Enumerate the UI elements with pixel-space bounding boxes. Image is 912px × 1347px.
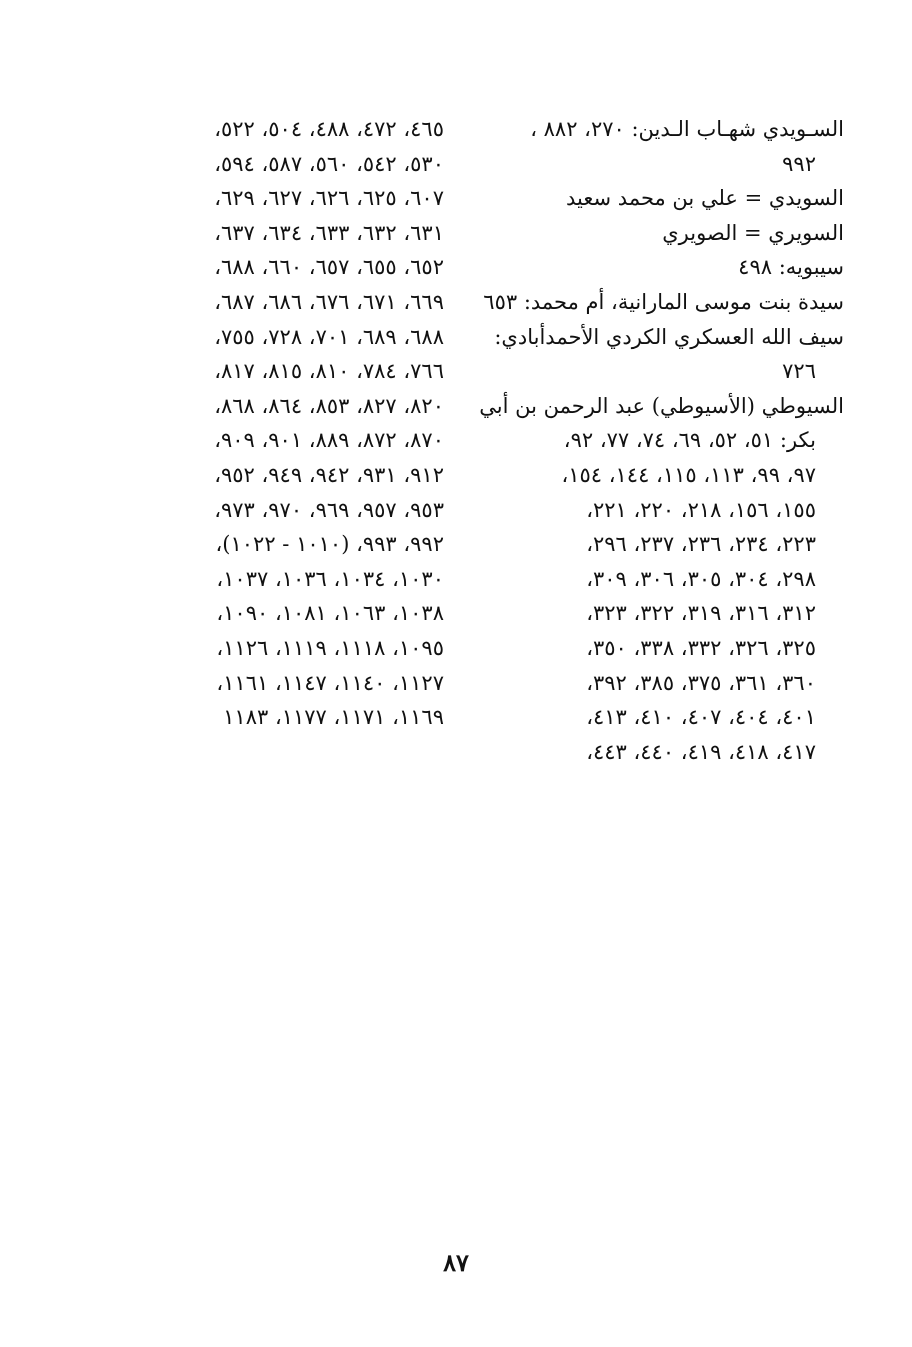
page-ref-line: ٦٣١، ٦٣٢، ٦٣٣، ٦٣٤، ٦٣٧،: [214, 220, 444, 245]
page-ref-line: ١٠٩٥، ١١١٨، ١١١٩، ١١٢٦،: [216, 635, 444, 660]
index-line: ٣٦٠، ٣٦١، ٣٧٥، ٣٨٥، ٣٩٢،: [586, 670, 816, 695]
index-line: سيف الله العسكري الكردي الأحمدأبادي:: [494, 324, 844, 349]
page-ref-line: ٥٣٠، ٥٤٢، ٥٦٠، ٥٨٧، ٥٩٤،: [214, 151, 444, 176]
index-line: السـويدي شهـاب الـدين: ٢٧٠، ٨٨٢ ،: [530, 117, 844, 141]
page-ref-line: ١١٢٧، ١١٤٠، ١١٤٧، ١١٦١،: [216, 670, 444, 695]
left-index-column: [99, 112, 444, 735]
page-ref-line: ٧٦٦، ٧٨٤، ٨١٠، ٨١٥، ٨١٧،: [214, 359, 444, 384]
index-line: السويري = الصويري: [662, 220, 844, 245]
page-ref-line: ٤٦٥، ٤٧٢، ٤٨٨، ٥٠٤، ٥٢٢،: [214, 117, 444, 141]
index-line: ٤١٧، ٤١٨، ٤١٩، ٤٤٠، ٤٤٣،: [586, 739, 816, 764]
page-number: ٨٧: [443, 1248, 469, 1277]
page-ref-line: ٦٥٢، ٦٥٥، ٦٥٧، ٦٦٠، ٦٨٨،: [214, 255, 444, 280]
index-line: ٢٩٨، ٣٠٤، ٣٠٥، ٣٠٦، ٣٠٩،: [586, 566, 816, 591]
page-ref-line: ١٠٣٨، ١٠٦٣، ١٠٨١، ١٠٩٠،: [216, 601, 444, 626]
index-line: ٢٢٣، ٢٣٤، ٢٣٦، ٢٣٧، ٢٩٦،: [586, 532, 816, 557]
index-line: ٣١٢، ٣١٦، ٣١٩، ٣٢٢، ٣٢٣،: [586, 601, 816, 626]
index-line: سيبويه: ٤٩٨: [738, 255, 844, 280]
page-ref-line: ١٠٣٠، ١٠٣٤، ١٠٣٦، ١٠٣٧،: [216, 566, 444, 591]
index-line: ١٥٥، ١٥٦، ٢١٨، ٢٢٠، ٢٢١،: [586, 497, 816, 522]
page-ref-line: ٨٧٠، ٨٧٢، ٨٨٩، ٩٠١، ٩٠٩،: [214, 428, 444, 453]
index-line: بكر: ٥١، ٥٢، ٦٩، ٧٤، ٧٧، ٩٢،: [563, 428, 816, 453]
page-ref-line: ٦٠٧، ٦٢٥، ٦٢٦، ٦٢٧، ٦٢٩،: [214, 186, 444, 211]
page-ref-line: ٦٦٩، ٦٧١، ٦٧٦، ٦٨٦، ٦٨٧،: [214, 289, 444, 314]
page-ref-line: ٦٨٨، ٦٨٩، ٧٠١، ٧٢٨، ٧٥٥،: [214, 324, 444, 349]
index-line: سيدة بنت موسى المارانية، أم محمد: ٦٥٣: [483, 289, 844, 314]
page-ref-line: ٩١٢، ٩٣١، ٩٤٢، ٩٤٩، ٩٥٢،: [214, 462, 444, 487]
index-line: السويدي = علي بن محمد سعيد: [566, 186, 844, 211]
index-line: ٩٧، ٩٩، ١١٣، ١١٥، ١٤٤، ١٥٤،: [561, 462, 816, 487]
page-ref-line: ١١٦٩، ١١٧١، ١١٧٧، ١١٨٣: [223, 705, 444, 730]
index-line: ٤٠١، ٤٠٤، ٤٠٧، ٤١٠، ٤١٣،: [586, 705, 816, 730]
index-line: السيوطي (الأسيوطي) عبد الرحمن بن أبي: [479, 393, 844, 418]
index-line: ٧٢٦: [782, 359, 816, 384]
page-ref-line: ٩٩٢، ٩٩٣، (١٠١٠ - ١٠٢٢)،: [215, 532, 444, 557]
page-ref-line: ٩٥٣، ٩٥٧، ٩٦٩، ٩٧٠، ٩٧٣،: [214, 497, 444, 522]
index-line: ٩٩٢: [782, 151, 816, 176]
page-ref-line: ٨٢٠، ٨٢٧، ٨٥٣، ٨٦٤، ٨٦٨،: [214, 393, 444, 418]
right-index-column: [479, 112, 844, 769]
index-line: ٣٢٥، ٣٢٦، ٣٣٢، ٣٣٨، ٣٥٠،: [586, 635, 816, 660]
